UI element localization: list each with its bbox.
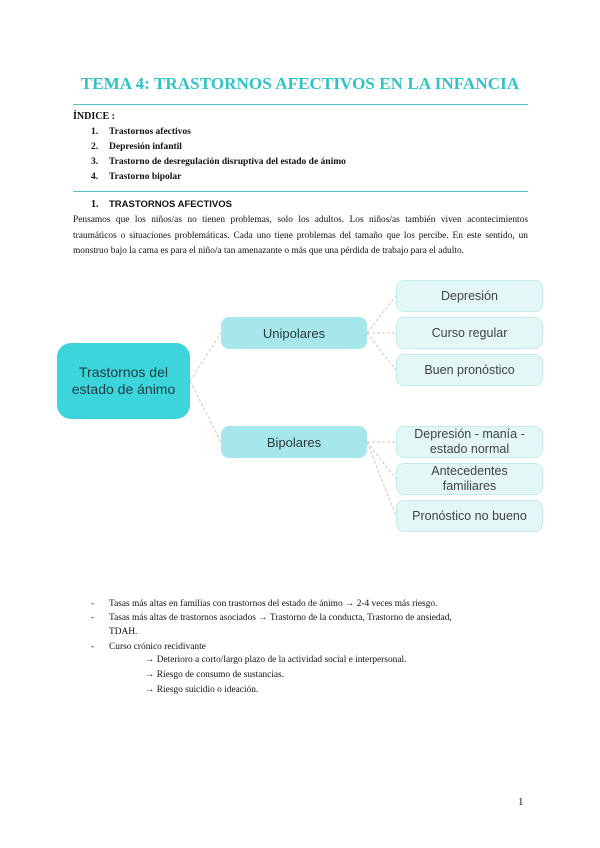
sub-item: → Riesgo suicidio o ideación. — [145, 685, 259, 695]
section-heading: 1. TRASTORNOS AFECTIVOS — [91, 199, 232, 210]
connector-root-unipolar — [190, 333, 221, 381]
index-item: 2. Depresión infantil — [91, 142, 182, 152]
index-heading: ÍNDICE : — [73, 111, 115, 122]
diagram-leaf-depresion: Depresión — [396, 280, 543, 312]
page-number: 1 — [518, 796, 524, 808]
diagram-leaf-depresion-mania: Depresión - manía - estado normal — [396, 426, 543, 458]
connector-bipolar-pronostico — [367, 442, 396, 516]
diagram-unipolar-node: Unipolares — [221, 317, 367, 349]
connector-unipolar-depresion — [367, 296, 396, 333]
index-item: 1. Trastornos afectivos — [91, 127, 191, 137]
index-item: 3. Trastorno de desregulación disruptiva del estado de ánimo — [91, 157, 346, 167]
diagram-root-node: Trastornos del estado de ánimo — [57, 343, 190, 419]
diagram-bipolar-node: Bipolares — [221, 426, 367, 458]
connector-unipolar-pronostico — [367, 333, 396, 370]
sub-item: → Riesgo de consumo de sustancias. — [145, 670, 285, 680]
section-paragraph: Pensamos que los niños/as no tienen problemas, solo los adultos. Los niños/as también viven acontecimientos traumáticos o situaciones problemáticas. Cada uno tiene problemas del tamaño que los percibe. En este sentido, un monstruo bajo la cama es para el niño/a tan amenazante o más que una pérdida de trabajo para el adulto. — [73, 215, 528, 256]
diagram-leaf-buen-pronostico: Buen pronóstico — [396, 354, 543, 386]
diagram-leaf-antecedentes: Antecedentes familiares — [396, 463, 543, 495]
page-title: TEMA 4: TRASTORNOS AFECTIVOS EN LA INFANCIA — [80, 74, 520, 93]
sub-item: → Deterioro a corto/largo plazo de la actividad social e interpersonal. — [145, 655, 407, 665]
diagram-leaf-curso-regular: Curso regular — [396, 317, 543, 349]
connector-root-bipolar — [190, 381, 221, 442]
diagram-leaf-pronostico-no-bueno: Pronóstico no bueno — [396, 500, 543, 532]
index-item: 4. Trastorno bipolar — [91, 172, 182, 182]
connector-bipolar-antecedentes — [367, 442, 396, 479]
